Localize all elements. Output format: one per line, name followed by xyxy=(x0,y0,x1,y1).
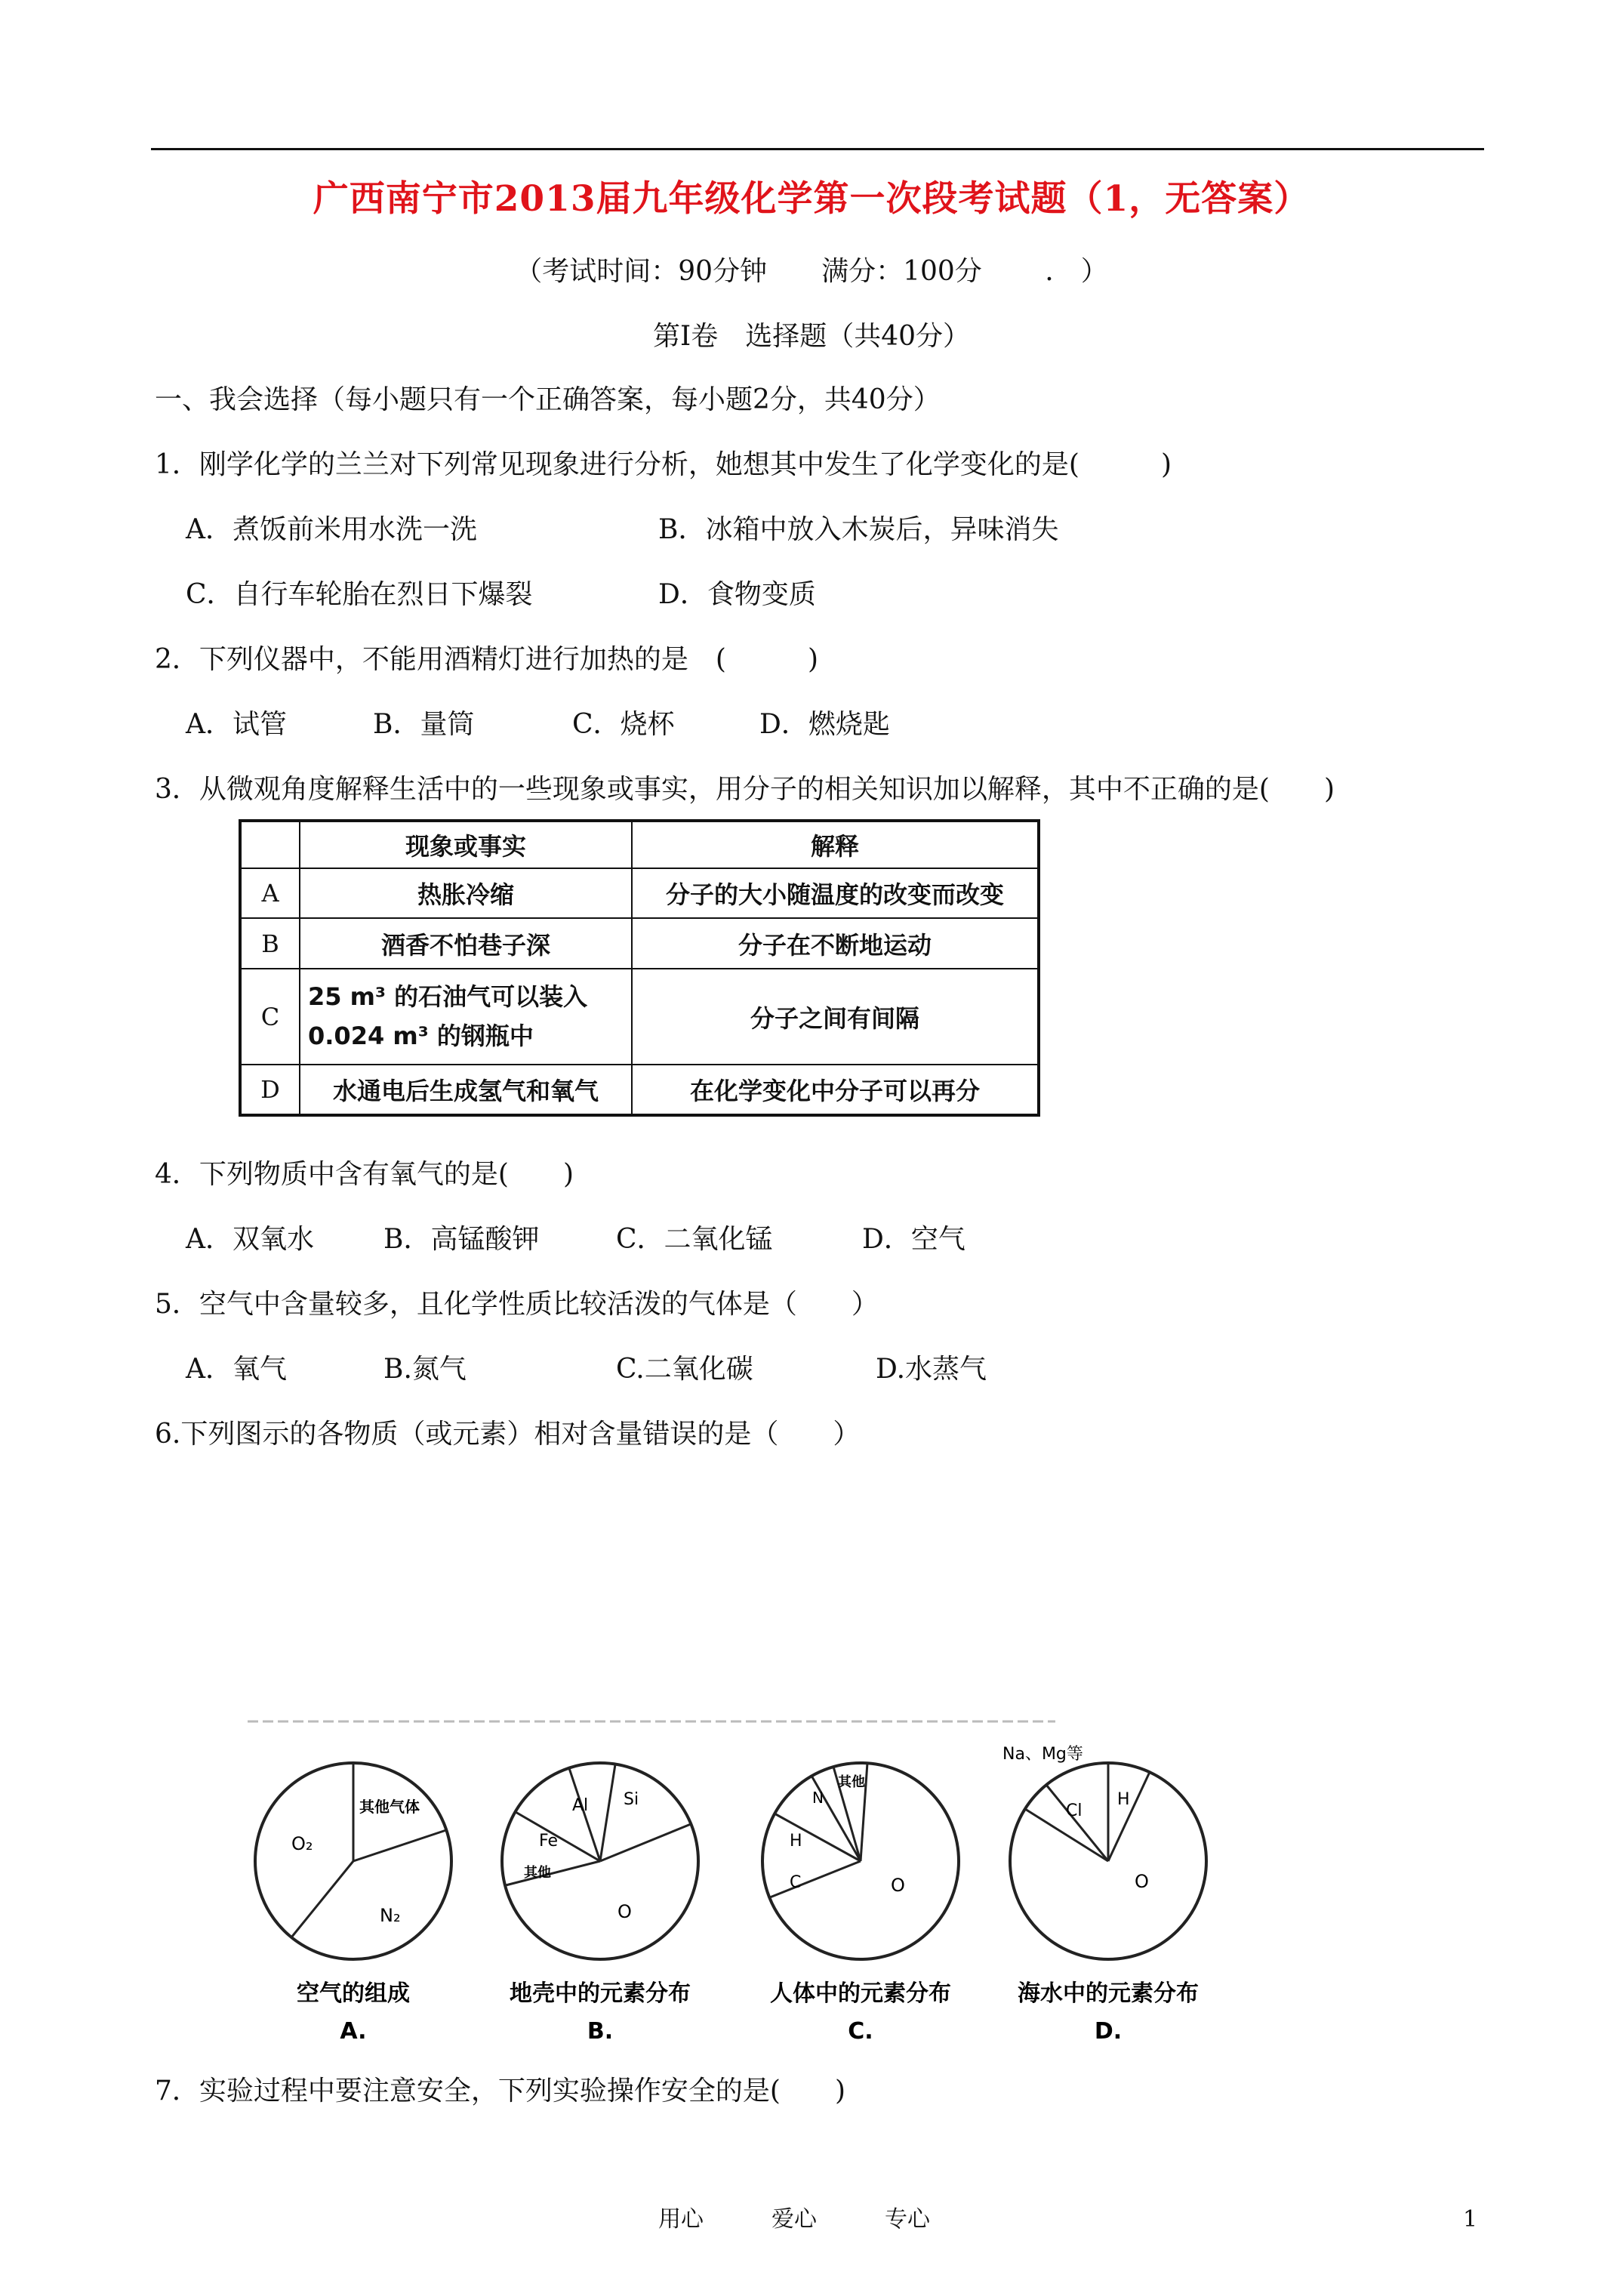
row-explanation: 分子之间有间隔 xyxy=(632,969,1039,1065)
pie-caption: 空气的组成 xyxy=(297,1980,410,2007)
pie-label: Na、Mg等 xyxy=(1002,1745,1083,1764)
q2-option-b: B．量筒 xyxy=(373,709,475,740)
row-explanation: 分子的大小随温度的改变而改变 xyxy=(632,868,1039,919)
pie-crust-elements xyxy=(502,1763,698,2045)
q1-option-a: A．煮饭前米用水洗一洗 xyxy=(186,514,477,545)
question-6-stem: 6.下列图示的各物质（或元素）相对含量错误的是（ ） xyxy=(155,1419,861,1450)
row-fact: 酒香不怕巷子深 xyxy=(300,918,632,969)
pie-label: 其他 xyxy=(838,1774,865,1790)
pie-letter: C. xyxy=(848,2018,873,2045)
row-fact: 热胀冷缩 xyxy=(300,868,632,919)
pie-caption: 海水中的元素分布 xyxy=(1018,1980,1199,2007)
q4-option-a: A．双氧水 xyxy=(186,1224,314,1255)
pie-diagrams-figure xyxy=(240,1699,1244,2054)
pie-label: Fe xyxy=(539,1832,558,1851)
q4-option-d: D．空气 xyxy=(862,1224,965,1255)
pie-slice-edge xyxy=(516,1812,600,1861)
page-title: 广西南宁市2013届九年级化学第一次段考试题（1，无答案） xyxy=(313,178,1310,220)
pie-label: 其他 xyxy=(524,1865,551,1881)
pie-label: H xyxy=(790,1832,802,1851)
pie-label: Cl xyxy=(1066,1801,1083,1820)
table-row xyxy=(240,1065,1039,1115)
pie-slice-edge xyxy=(1046,1785,1108,1861)
pie-slice-edge xyxy=(600,1764,615,1861)
pie-label: H xyxy=(1117,1790,1130,1809)
pie-seawater-elements xyxy=(1002,1745,1206,2045)
table-row xyxy=(240,868,1039,919)
header-rule xyxy=(151,148,1484,150)
q2-option-c: C．烧杯 xyxy=(572,709,675,740)
question-3-stem: 3．从微观角度解释生活中的一些现象或事实，用分子的相关知识加以解释，其中不正确的是( ) xyxy=(155,774,1335,805)
table-header-row xyxy=(240,821,1039,868)
pie-air-composition xyxy=(255,1763,451,2045)
table-header-cell xyxy=(240,821,300,868)
footer-motto: 用心 爱心 专心 xyxy=(658,2206,930,2233)
q2-option-a: A．试管 xyxy=(186,709,287,740)
question-4-stem: 4．下列物质中含有氧气的是( ) xyxy=(155,1159,574,1190)
page-number: 1 xyxy=(1463,2206,1478,2233)
pie-label: N₂ xyxy=(380,1905,401,1926)
pie-label: O xyxy=(891,1875,905,1896)
pie-label: 其他气体 xyxy=(359,1798,420,1816)
row-fact: 25 m³ 的石油气可以装入0.024 m³ 的钢瓶中 xyxy=(300,969,632,1065)
pie-letter: A. xyxy=(340,2018,367,2045)
row-fact: 水通电后生成氢气和氧气 xyxy=(300,1065,632,1115)
q4-option-b: B．高锰酸钾 xyxy=(383,1224,540,1255)
pie-caption: 人体中的元素分布 xyxy=(770,1980,951,2007)
q5-option-a: A．氧气 xyxy=(186,1354,287,1385)
question-2-stem: 2．下列仪器中，不能用酒精灯进行加热的是 ( ) xyxy=(155,644,818,675)
row-key: C xyxy=(240,969,300,1065)
pie-slice-edge xyxy=(600,1824,691,1861)
row-explanation: 在化学变化中分子可以再分 xyxy=(632,1065,1039,1115)
row-key: B xyxy=(240,918,300,969)
table-row xyxy=(240,969,1039,1065)
row-explanation: 分子在不断地运动 xyxy=(632,918,1039,969)
section-title: 一、我会选择（每小题只有一个正确答案，每小题2分，共40分） xyxy=(155,384,941,415)
pie-label: C xyxy=(790,1873,802,1892)
q5-option-b: B.氮气 xyxy=(383,1354,467,1385)
pie-letter: B. xyxy=(587,2018,614,2045)
pie-slice-edge xyxy=(506,1861,600,1885)
q1-option-d: D．食物变质 xyxy=(658,579,816,610)
table-header-cell: 解释 xyxy=(632,821,1039,868)
pie-label: Si xyxy=(624,1790,639,1809)
pie-label: O xyxy=(617,1901,632,1922)
table-header-cell: 现象或事实 xyxy=(300,821,632,868)
pie-human-body-elements xyxy=(762,1763,959,2045)
q5-option-d: D.水蒸气 xyxy=(876,1354,987,1385)
pie-caption: 地壳中的元素分布 xyxy=(510,1980,691,2007)
pie-slice-edge xyxy=(1108,1772,1150,1861)
explanation-table xyxy=(239,819,1040,1117)
question-5-stem: 5．空气中含量较多，且化学性质比较活泼的气体是（ ） xyxy=(155,1289,879,1320)
q1-option-c: C．自行车轮胎在烈日下爆裂 xyxy=(186,579,533,610)
row-key: A xyxy=(240,868,300,919)
pie-label: O₂ xyxy=(291,1833,313,1854)
pie-label: Al xyxy=(572,1796,589,1815)
table-row xyxy=(240,918,1039,969)
pie-label: N xyxy=(812,1789,824,1807)
q4-option-c: C．二氧化锰 xyxy=(616,1224,773,1255)
q2-option-d: D．燃烧匙 xyxy=(759,709,890,740)
part-title: 第Ⅰ卷 选择题（共40分） xyxy=(652,321,971,352)
pie-letter: D. xyxy=(1094,2018,1123,2045)
pie-slice-edge xyxy=(770,1861,861,1897)
question-1-stem: 1．刚学化学的兰兰对下列常见现象进行分析，她想其中发生了化学变化的是( ) xyxy=(155,449,1172,480)
pie-slice-edge xyxy=(353,1830,446,1861)
q5-option-c: C.二氧化碳 xyxy=(616,1354,753,1385)
q1-option-b: B．冰箱中放入木炭后，异味消失 xyxy=(658,514,1059,545)
exam-info: （考试时间：90分钟 满分：100分 . ） xyxy=(515,256,1108,287)
row-key: D xyxy=(240,1065,300,1115)
pie-label: O xyxy=(1135,1871,1149,1892)
pie-slice-edge xyxy=(291,1861,353,1937)
question-7-stem: 7．实验过程中要注意安全，下列实验操作安全的是( ) xyxy=(155,2076,845,2106)
